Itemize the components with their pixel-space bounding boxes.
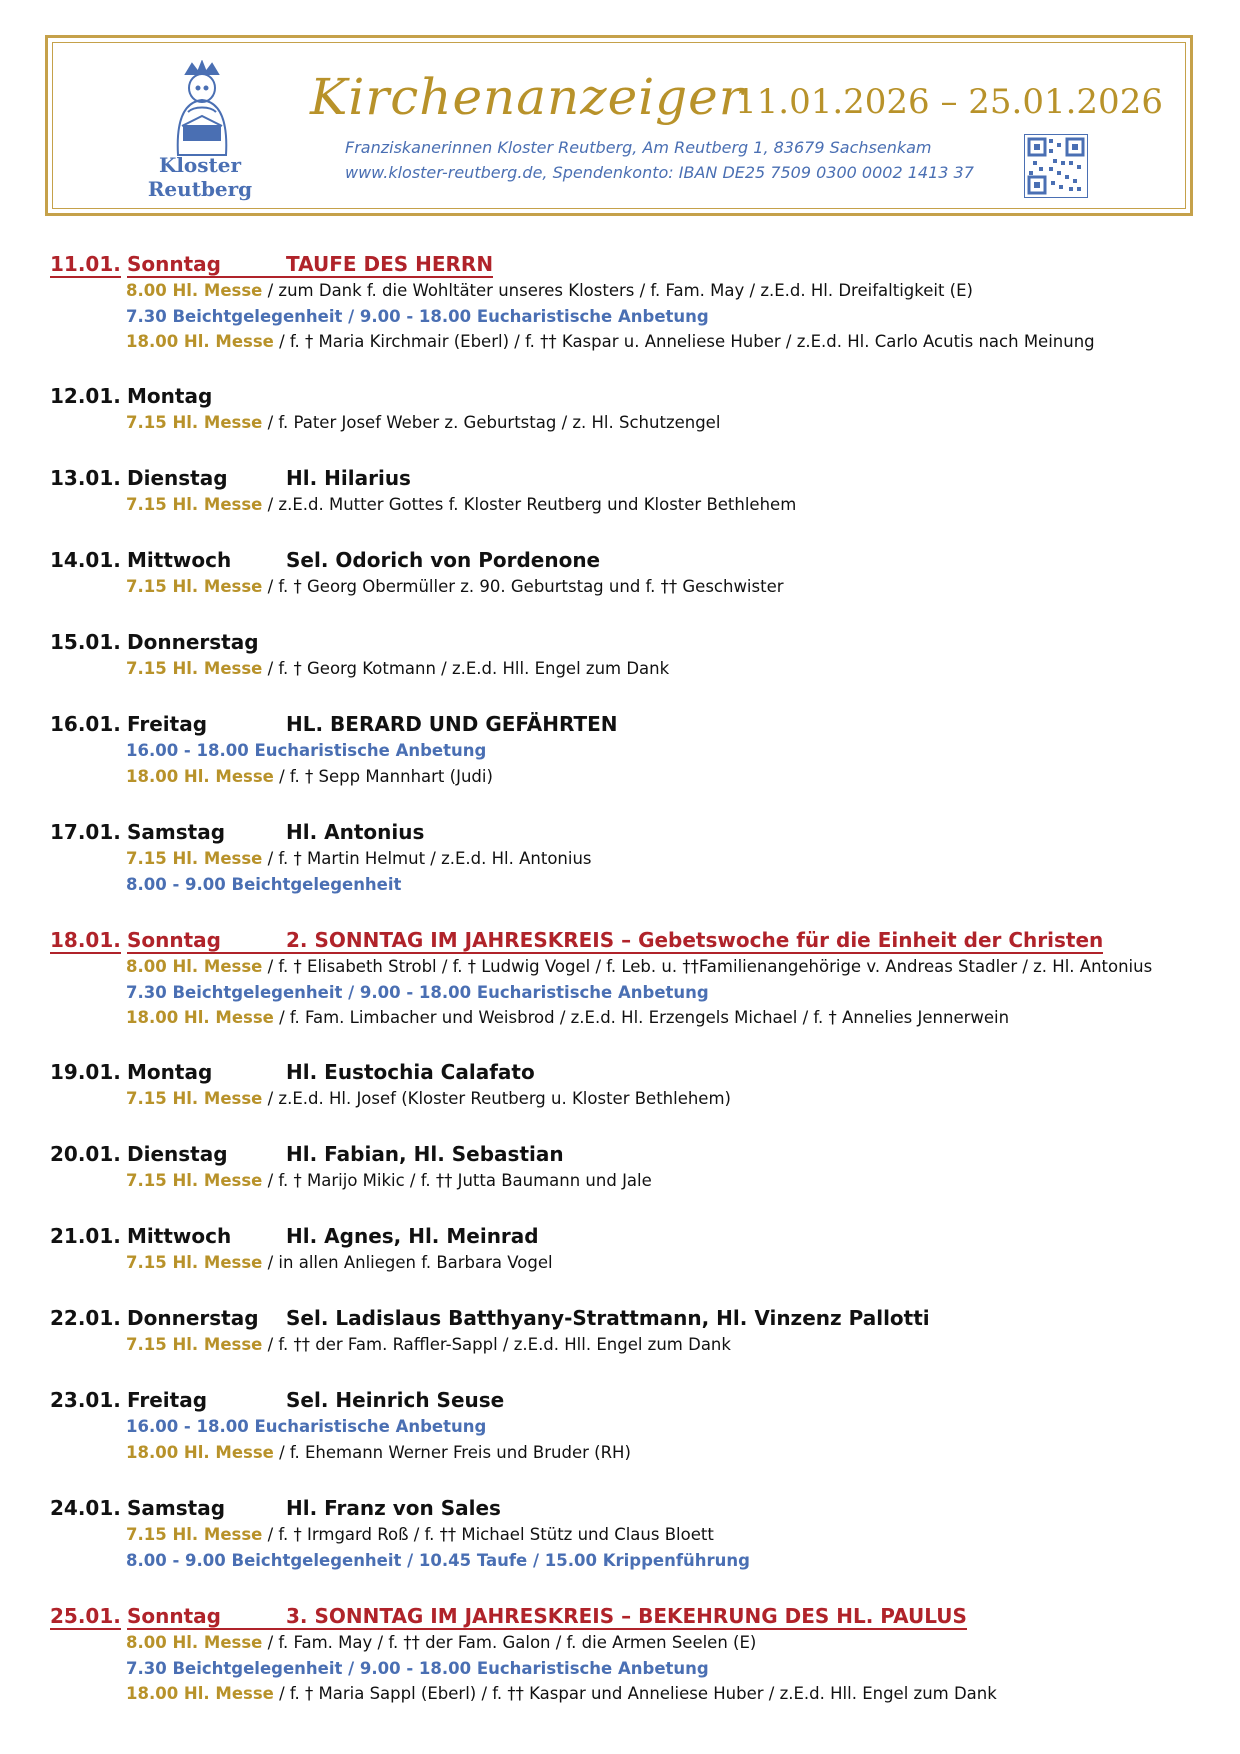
day-feast: Hl. Hilarius xyxy=(286,466,411,490)
service-time-blue: 7.30 Beichtgelegenheit / 9.00 - 18.00 Eucharistische Anbetung xyxy=(126,306,709,326)
day-date: 18.01. xyxy=(50,928,121,952)
service-line xyxy=(126,849,592,868)
kloster-logo-icon xyxy=(148,60,256,160)
service-time-blue: 16.00 - 18.00 Eucharistische Anbetung xyxy=(126,1417,487,1436)
page-title: Kirchenanzeiger xyxy=(310,68,744,126)
day-weekday: Donnerstag xyxy=(127,1306,259,1330)
service-line xyxy=(126,957,1152,976)
service-line xyxy=(126,307,709,326)
mass-intention: / f. Pater Josef Weber z. Geburtstag / z. Hl. Schutzengel xyxy=(262,413,721,432)
day-date: 21.01. xyxy=(50,1224,121,1248)
service-line xyxy=(126,1659,709,1678)
mass-intention: / f. † Marijo Mikic / f. †† Jutta Baumann und Jale xyxy=(262,1171,652,1190)
service-time-blue: 7.30 Beichtgelegenheit / 9.00 - 18.00 Eucharistische Anbetung xyxy=(126,982,709,1002)
service-line xyxy=(126,1443,631,1462)
day-feast: Hl. Antonius xyxy=(286,820,425,844)
day-date: 20.01. xyxy=(50,1142,121,1166)
mass-intention: / f. † Georg Kotmann / z.E.d. Hll. Engel zum Dank xyxy=(262,659,670,678)
day-feast: Hl. Franz von Sales xyxy=(286,1496,501,1520)
day-date: 22.01. xyxy=(50,1306,121,1330)
day-weekday: Freitag xyxy=(127,1388,208,1412)
mass-label: 18.00 Hl. Messe xyxy=(126,1008,274,1027)
service-line xyxy=(126,1008,1009,1027)
service-line xyxy=(126,875,401,894)
day-date: 15.01. xyxy=(50,630,121,654)
mass-intention: / z.E.d. Hl. Josef (Kloster Reutberg u. Kloster Bethlehem) xyxy=(262,1089,731,1108)
mass-label: 7.15 Hl. Messe xyxy=(126,1171,263,1190)
mass-label: 7.15 Hl. Messe xyxy=(126,1525,263,1544)
day-date: 12.01. xyxy=(50,384,121,408)
mass-intention: / in allen Anliegen f. Barbara Vogel xyxy=(262,1253,553,1272)
service-line xyxy=(126,1417,486,1436)
day-weekday: Dienstag xyxy=(127,466,228,490)
service-line xyxy=(126,413,720,432)
mass-label: 7.15 Hl. Messe xyxy=(126,659,263,678)
service-time-blue: 7.30 Beichtgelegenheit / 9.00 - 18.00 Eucharistische Anbetung xyxy=(126,1658,709,1678)
day-weekday: Freitag xyxy=(127,712,208,736)
mass-intention: / f. † Georg Obermüller z. 90. Geburtstag und f. †† Geschwister xyxy=(262,577,784,596)
day-weekday: Sonntag xyxy=(127,1604,293,1630)
day-date: 23.01. xyxy=(50,1388,121,1412)
day-feast: Sel. Ladislaus Batthyany-Strattmann, Hl. Vinzenz Pallotti xyxy=(286,1306,930,1330)
day-weekday: Mittwoch xyxy=(127,548,232,572)
service-line xyxy=(126,1171,652,1190)
day-weekday: Donnerstag xyxy=(127,630,259,654)
mass-label: 7.15 Hl. Messe xyxy=(126,577,263,596)
service-line xyxy=(126,577,784,596)
day-weekday: Samstag xyxy=(127,1496,226,1520)
day-feast: 2. SONNTAG IM JAHRESKREIS – Gebetswoche für die Einheit der Christen xyxy=(286,928,1104,952)
mass-intention: / z.E.d. Mutter Gottes f. Kloster Reutberg und Kloster Bethlehem xyxy=(262,495,797,514)
service-line xyxy=(126,659,669,678)
mass-intention: / zum Dank f. die Wohltäter unseres Klosters / f. Fam. May / z.E.d. Hl. Dreifaltigkeit (E) xyxy=(262,281,973,300)
date-range: 11.01.2026 – 25.01.2026 xyxy=(735,82,1163,122)
service-line xyxy=(126,1551,750,1570)
day-feast: HL. BERARD UND GEFÄHRTEN xyxy=(286,712,618,736)
mass-label: 18.00 Hl. Messe xyxy=(126,332,274,351)
day-feast: 3. SONNTAG IM JAHRESKREIS – BEKEHRUNG DES HL. PAULUS xyxy=(286,1604,967,1628)
day-weekday: Montag xyxy=(127,384,213,408)
day-feast: Sel. Odorich von Pordenone xyxy=(286,548,601,572)
service-line xyxy=(126,332,1095,351)
mass-label: 18.00 Hl. Messe xyxy=(126,766,274,786)
logo-text-kloster: Kloster xyxy=(158,153,242,177)
service-time-blue: 8.00 - 9.00 Beichtgelegenheit xyxy=(126,874,402,894)
address-line: Franziskanerinnen Kloster Reutberg, Am Reutberg 1, 83679 Sachsenkam xyxy=(345,138,932,157)
mass-label: 7.15 Hl. Messe xyxy=(126,1089,263,1108)
day-weekday: Dienstag xyxy=(127,1142,228,1166)
day-date: 14.01. xyxy=(50,548,121,572)
mass-label: 7.15 Hl. Messe xyxy=(126,495,263,514)
service-line xyxy=(126,1633,756,1652)
mass-label: 7.15 Hl. Messe xyxy=(126,849,263,868)
service-line xyxy=(126,741,486,760)
service-line xyxy=(126,1335,731,1354)
service-line xyxy=(126,281,973,300)
mass-intention: / f. † Sepp Mannhart (Judi) xyxy=(273,766,493,786)
mass-label: 18.00 Hl. Messe xyxy=(126,1442,274,1462)
mass-label: 8.00 Hl. Messe xyxy=(126,1633,263,1652)
mass-intention: / f. †† der Fam. Raffler-Sappl / z.E.d. Hll. Engel zum Dank xyxy=(262,1335,731,1354)
day-date: 25.01. xyxy=(50,1604,121,1628)
mass-label: 8.00 Hl. Messe xyxy=(126,281,263,300)
mass-intention: / f. † Maria Sappl (Eberl) / f. †† Kaspar und Anneliese Huber / z.E.d. Hll. Engel zum Dank xyxy=(273,1684,997,1703)
day-date: 13.01. xyxy=(50,466,121,490)
mass-intention: / f. † Maria Kirchmair (Eberl) / f. †† Kaspar u. Anneliese Huber / z.E.d. Hl. Carlo Acutis nach Meinung xyxy=(273,332,1095,351)
service-line xyxy=(126,495,796,514)
mass-label: 8.00 Hl. Messe xyxy=(126,957,263,976)
day-date: 24.01. xyxy=(50,1496,121,1520)
day-weekday: Montag xyxy=(127,1060,213,1084)
service-line xyxy=(126,1525,714,1544)
day-date: 11.01. xyxy=(50,252,121,276)
service-time-blue: 8.00 - 9.00 Beichtgelegenheit / 10.45 Taufe / 15.00 Krippenführung xyxy=(126,1550,750,1570)
day-weekday: Sonntag xyxy=(127,252,293,278)
day-feast: Hl. Agnes, Hl. Meinrad xyxy=(286,1224,539,1248)
day-weekday: Sonntag xyxy=(127,928,293,954)
mass-intention: / f. † Martin Helmut / z.E.d. Hl. Antonius xyxy=(262,849,592,868)
day-feast: Sel. Heinrich Seuse xyxy=(286,1388,505,1412)
day-feast: Hl. Fabian, Hl. Sebastian xyxy=(286,1142,564,1166)
mass-intention: / f. Ehemann Werner Freis und Bruder (RH) xyxy=(273,1442,631,1462)
day-feast: TAUFE DES HERRN xyxy=(286,252,494,276)
qr-code-icon xyxy=(1024,134,1088,198)
service-line xyxy=(126,1089,731,1108)
day-weekday: Mittwoch xyxy=(127,1224,232,1248)
day-feast: Hl. Eustochia Calafato xyxy=(286,1060,535,1084)
mass-label: 7.15 Hl. Messe xyxy=(126,1253,263,1272)
service-line xyxy=(126,767,493,786)
mass-intention: / f. Fam. May / f. †† der Fam. Galon / f. die Armen Seelen (E) xyxy=(262,1633,757,1652)
day-date: 16.01. xyxy=(50,712,121,736)
mass-label: 7.15 Hl. Messe xyxy=(126,413,263,432)
mass-label: 18.00 Hl. Messe xyxy=(126,1684,274,1703)
web-bank-line: www.kloster-reutberg.de, Spendenkonto: IBAN DE25 7509 0300 0002 1413 37 xyxy=(345,163,974,182)
mass-intention: / f. Fam. Limbacher und Weisbrod / z.E.d. Hl. Erzengels Michael / f. † Annelies Jennerwein xyxy=(273,1008,1010,1027)
service-line xyxy=(126,1253,553,1272)
day-date: 19.01. xyxy=(50,1060,121,1084)
day-date: 17.01. xyxy=(50,820,121,844)
service-line xyxy=(126,1684,997,1703)
service-line xyxy=(126,983,709,1002)
day-weekday: Samstag xyxy=(127,820,226,844)
mass-intention: / f. † Elisabeth Strobl / f. † Ludwig Vogel / f. Leb. u. ††Familienangehörige v. Andreas Stadler / z. Hl. Antonius xyxy=(262,957,1153,976)
mass-intention: / f. † Irmgard Roß / f. †† Michael Stütz und Claus Bloett xyxy=(262,1525,714,1544)
service-time-blue: 16.00 - 18.00 Eucharistische Anbetung xyxy=(126,741,487,760)
logo-text-reutberg: Reutberg xyxy=(147,177,253,201)
mass-label: 7.15 Hl. Messe xyxy=(126,1335,263,1354)
